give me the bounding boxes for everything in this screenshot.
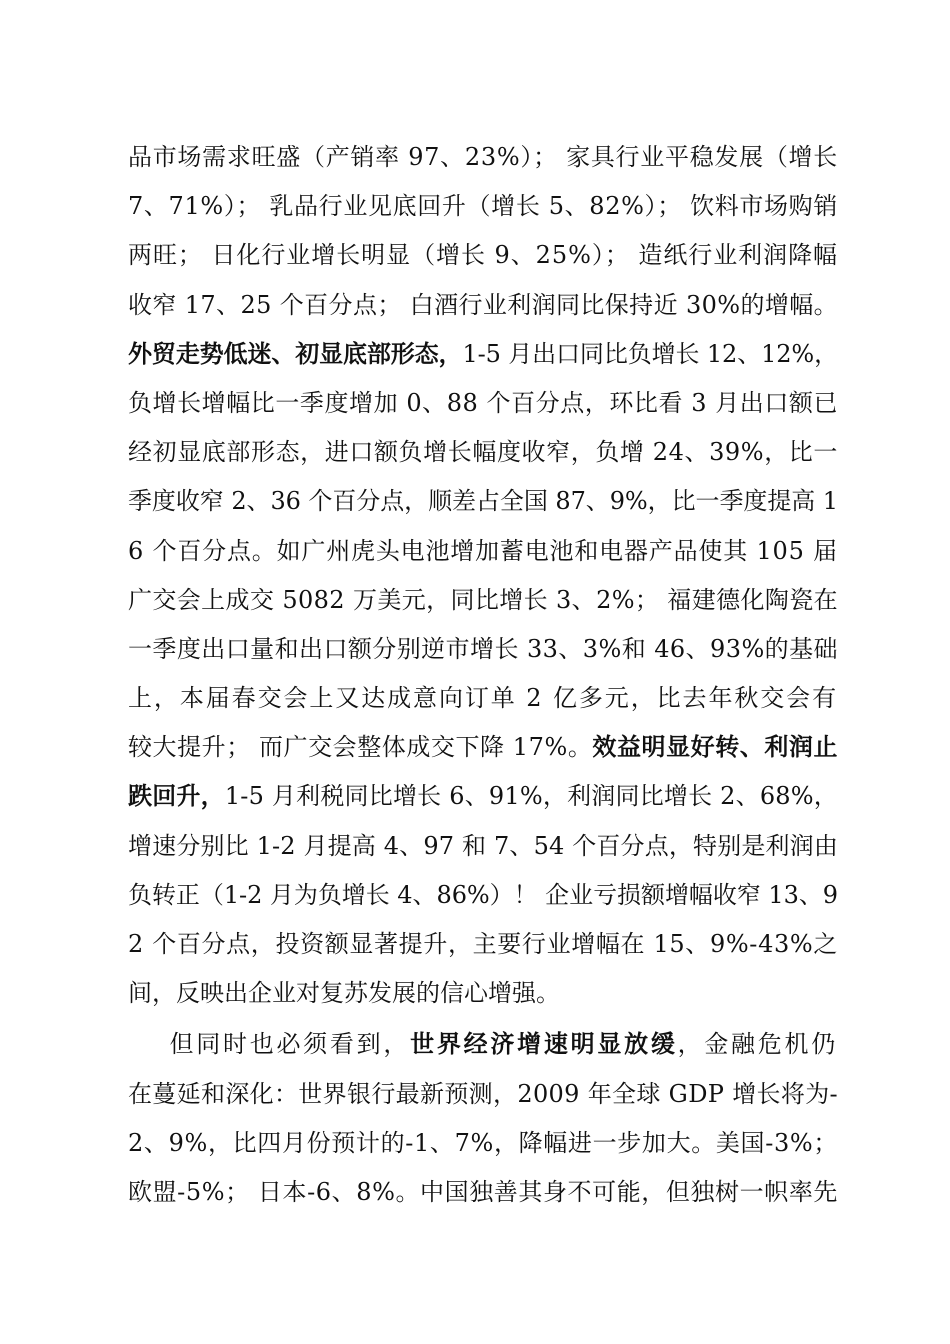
text-line: [128, 1070, 838, 1119]
body-text: 2 个百分点，投资额显著提升，主要行业增幅在 15、9%-43%之: [128, 930, 838, 958]
text-line: [128, 920, 838, 969]
bold-heading-text: 效益明显好转、利润止: [592, 733, 838, 762]
body-text: 1-5 月利税同比增长 6、91%，利润同比增长 2、68%，: [224, 782, 838, 811]
body-text: ，金融危机仍: [677, 1030, 838, 1059]
body-text: 品市场需求旺盛（产销率 97、23%）； 家具行业平稳发展（增长: [128, 143, 838, 171]
body-text: 欧盟-5%； 日本-6、8%。中国独善其身不可能，但独树一帜率先: [128, 1177, 838, 1206]
bold-heading-text: 跌回升，: [128, 782, 225, 811]
text-line: [128, 772, 838, 821]
text-line: [128, 477, 838, 526]
body-text: 负增长增幅比一季度增加 0、88 个百分点，环比看 3 月出口额已: [128, 388, 838, 417]
text-line: [128, 428, 838, 477]
body-text: 但同时也必须看到，: [128, 1030, 411, 1059]
bold-heading-text: 世界经济增速明显放缓: [410, 1030, 678, 1059]
text-line: [128, 527, 838, 576]
body-text: 在蔓延和深化：世界银行最新预测，2009 年全球 GDP 增长将为-: [128, 1079, 838, 1108]
text-line: [128, 822, 838, 871]
body-text: 季度收窄 2、36 个百分点，顺差占全国 87、9%，比一季度提高 1: [128, 487, 838, 516]
text-line: [128, 133, 838, 182]
text-line: [128, 281, 838, 330]
body-text: 较大提升； 而广交会整体成交下降 17%。: [128, 733, 593, 762]
text-line: [128, 674, 838, 723]
text-line: [128, 1168, 838, 1217]
text-line: [128, 625, 838, 674]
text-line: [128, 231, 838, 280]
body-text: 广交会上成交 5082 万美元，同比增长 3、2%； 福建德化陶瓷在: [128, 585, 838, 614]
body-text: 两旺； 日化行业增长明显（增长 9、25%）； 造纸行业利润降幅: [128, 241, 838, 270]
body-text: 一季度出口量和出口额分别逆市增长 33、3%和 46、93%的基础: [128, 634, 838, 663]
body-text: 7、71%）； 乳品行业见底回升（增长 5、82%）； 饮料市场购销: [128, 192, 838, 221]
text-line: [128, 1020, 838, 1069]
text-line: [128, 1119, 838, 1168]
text-line: [128, 330, 838, 379]
document-body-text: [128, 133, 838, 1217]
body-text: 2、9%，比四月份预计的-1、7%，降幅进一步加大。美国-3%；: [128, 1128, 838, 1157]
body-text: 收窄 17、25 个百分点； 白酒行业利润同比保持近 30%的增幅。: [128, 290, 838, 319]
text-line: [128, 969, 838, 1018]
body-text: 1-5 月出口同比负增长 12、12%，: [462, 339, 838, 368]
text-line: [128, 379, 838, 428]
body-text: 间，反映出企业对复苏发展的信心增强。: [128, 979, 560, 1008]
text-line: [128, 871, 838, 920]
text-line: [128, 576, 838, 625]
text-line: [128, 182, 838, 231]
body-text: 上，本届春交会上又达成意向订单 2 亿多元，比去年秋交会有: [128, 684, 838, 713]
bold-heading-text: 外贸走势低迷、初显底部形态，: [128, 339, 463, 368]
text-line: [128, 723, 838, 772]
body-text: 6 个百分点。如广州虎头电池增加蓄电池和电器产品使其 105 届: [128, 536, 838, 565]
body-text: 经初显底部形态，进口额负增长幅度收窄，负增 24、39%，比一: [128, 438, 838, 467]
body-text: 负转正（1-2 月为负增长 4、86%）！ 企业亏损额增幅收窄 13、9: [128, 880, 838, 909]
body-text: 增速分别比 1-2 月提高 4、97 和 7、54 个百分点，特别是利润由: [128, 831, 838, 860]
